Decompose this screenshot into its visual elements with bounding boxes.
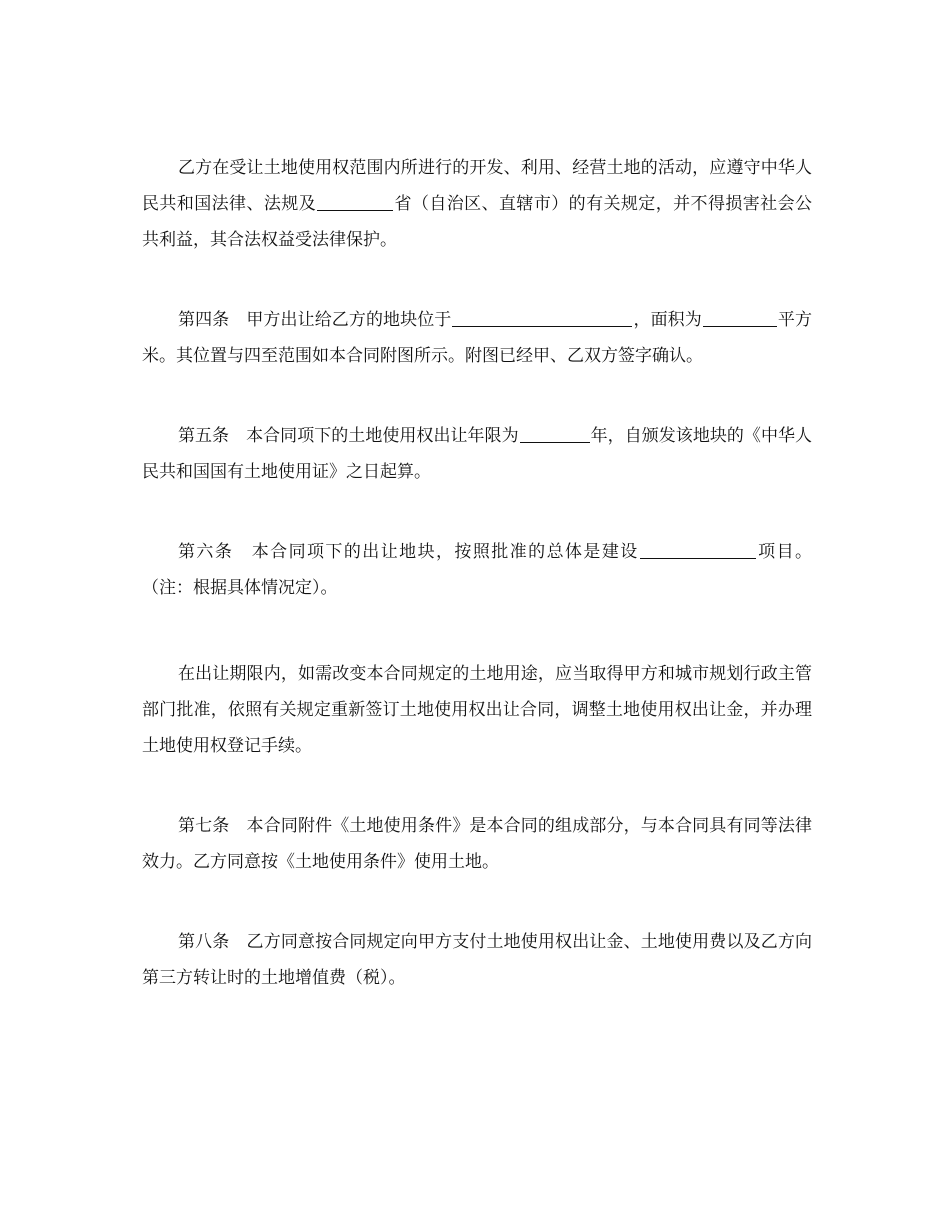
- paragraph-land-use-compliance: [142, 150, 812, 258]
- paragraph-article-5: [142, 418, 812, 490]
- paragraph-text: 第四条 甲方出让给乙方的地块位于: [178, 310, 452, 330]
- paragraph-article-6: [142, 534, 812, 606]
- paragraph-text: 省（自治区、直辖市）的有关规定，并不得损害社会公共利益，其合法权益受法律保护。: [142, 194, 813, 250]
- blank-location-field[interactable]: [452, 308, 632, 327]
- paragraph-article-7: [142, 808, 812, 880]
- paragraph-text: 平方米。其位置与四至范围如本合同附图所示。附图已经甲、乙双方签字确认。: [142, 310, 813, 366]
- paragraph-article-4: [142, 302, 812, 374]
- paragraph-text: 乙方在受让土地使用权范围内所进行的开发、利用、经营土地的活动，应遵守中华人民共和国法律、法规及: [142, 158, 812, 214]
- paragraph-text: 第七条 本合同附件《土地使用条件》是本合同的组成部分，与本合同具有同等法律效力。乙方同意按《土地使用条件》使用土地。: [142, 816, 812, 872]
- paragraph-text: 年，自颁发该地块的《中华人民共和国国有土地使用证》之日起算。: [142, 426, 813, 482]
- paragraph-article-8: [142, 924, 812, 996]
- blank-years-field[interactable]: [520, 424, 590, 443]
- blank-province-field[interactable]: [317, 192, 393, 211]
- paragraph-text: 项目。（注：根据具体情况定）。: [142, 542, 813, 598]
- blank-project-field[interactable]: [640, 540, 756, 559]
- paragraph-land-use-change: [142, 656, 812, 764]
- paragraph-text: 在出让期限内，如需改变本合同规定的土地用途，应当取得甲方和城市规划行政主管部门批准，依照有关规定重新签订土地使用权出让合同，调整土地使用权出让金，并办理土地使用权登记手续。: [142, 664, 812, 756]
- paragraph-text: 第六条 本合同项下的出让地块，按照批准的总体是建设: [178, 542, 639, 562]
- document-page: [142, 150, 812, 996]
- paragraph-text: 第八条 乙方同意按合同规定向甲方支付土地使用权出让金、土地使用费以及乙方向第三方转让时的土地增值费（税）。: [142, 932, 812, 988]
- paragraph-text: ，面积为: [633, 310, 702, 330]
- blank-area-field[interactable]: [703, 308, 777, 327]
- paragraph-text: 第五条 本合同项下的土地使用权出让年限为: [178, 426, 519, 446]
